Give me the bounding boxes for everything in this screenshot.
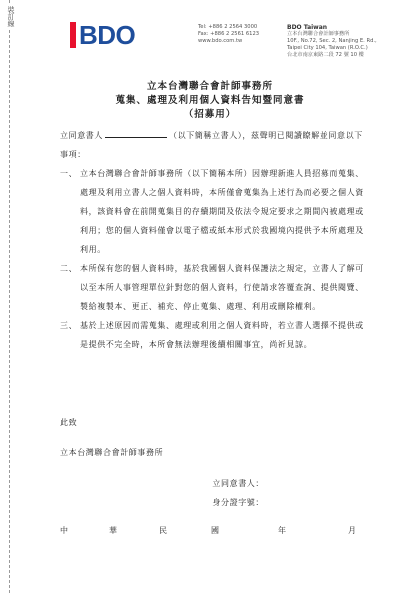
firm-title: 立本台灣聯合會計師事務所 bbox=[146, 81, 273, 92]
document-titles bbox=[0, 80, 420, 122]
date-month-char: 月 bbox=[348, 526, 356, 535]
clause-text: 立本台灣聯合會計師事務所（以下簡稱本所）因辦理新進人員招募而蒐集、處理及利用立書人之個人資料時，本所僅會蒐集為上述行為而必要之個人資料，該資料會在前開蒐集目的存續期間及依法令規定要求之期間內被處理或利用；您的個人資料僅會以電子檔或紙本形式於我國境內提供予本所處理及利用。 bbox=[80, 169, 364, 254]
signer-name-blank[interactable] bbox=[105, 128, 167, 138]
date-year-char: 年 bbox=[278, 526, 286, 535]
closing-recipient: 立本台灣聯合會計師事務所 bbox=[60, 448, 164, 457]
clause-number: 二、 bbox=[60, 264, 78, 273]
clause-text: 基於上述原因而需蒐集、處理或利用之個人資料時，若立書人選擇不提供或是提供不完全時，本所會無法辦理後續相關事宜，尚祈見諒。 bbox=[80, 321, 364, 349]
firm-name-zh: 立本台灣聯合會計師事務所 bbox=[287, 31, 350, 37]
form-subtitle: （招募用） bbox=[183, 109, 237, 120]
signer-label: 立同意書人： bbox=[212, 479, 264, 488]
clause-number: 三、 bbox=[60, 321, 78, 330]
closing-salutation: 此致 bbox=[60, 418, 78, 427]
signature-block bbox=[204, 474, 264, 512]
clause-1 bbox=[60, 164, 368, 259]
intro-text: （以下簡稱立書人），茲聲明已閱讀瞭解並同意以下事項： bbox=[60, 131, 363, 159]
binding-label: 裝訂線 bbox=[3, 4, 15, 29]
date-char: 華 bbox=[109, 526, 117, 535]
date-char: 國 bbox=[211, 526, 219, 535]
address-line-1: 10F., No.72, Sec. 2, Nanjing E. Rd., bbox=[287, 38, 377, 44]
clause-number: 一、 bbox=[60, 169, 78, 178]
logo-text: BDO bbox=[79, 20, 136, 50]
intro-paragraph bbox=[60, 126, 368, 164]
clause-3 bbox=[60, 316, 368, 354]
firm-address bbox=[287, 24, 412, 59]
phone-line: Tel: +886 2 2564 3000 bbox=[198, 24, 258, 30]
closing bbox=[60, 413, 163, 462]
intro-label: 立同意書人 bbox=[60, 131, 103, 140]
contact-info bbox=[198, 24, 259, 45]
clause-text: 本所保有您的個人資料時，基於我國個人資料保護法之規定，立書人了解可以至本所人事管理單位針對您的個人資料，行使請求答覆查詢、提供閱覽、製給複製本、更正、補充、停止蒐集、處理、利用或刪除權利。 bbox=[80, 264, 364, 311]
firm-name-en: BDO Taiwan bbox=[287, 24, 328, 31]
form-title: 蒐集、處理及利用個人資料告知暨同意書 bbox=[115, 95, 305, 106]
id-number-label: 身分證字號： bbox=[212, 498, 264, 507]
date-char: 民 bbox=[159, 526, 167, 535]
date-line bbox=[60, 525, 360, 539]
document-body bbox=[60, 126, 368, 354]
clause-2 bbox=[60, 259, 368, 316]
address-line-zh: 台北市南京東路二段 72 號 10 樓 bbox=[287, 52, 364, 58]
logo-red-bar bbox=[70, 22, 76, 48]
fax-line: Fax: +886 2 2561 6123 bbox=[198, 31, 260, 37]
address-line-2: Taipei City 104, Taiwan (R.O.C.) bbox=[287, 45, 368, 51]
website-line: www.bdo.com.tw bbox=[198, 38, 243, 44]
date-char: 中 bbox=[60, 526, 68, 535]
